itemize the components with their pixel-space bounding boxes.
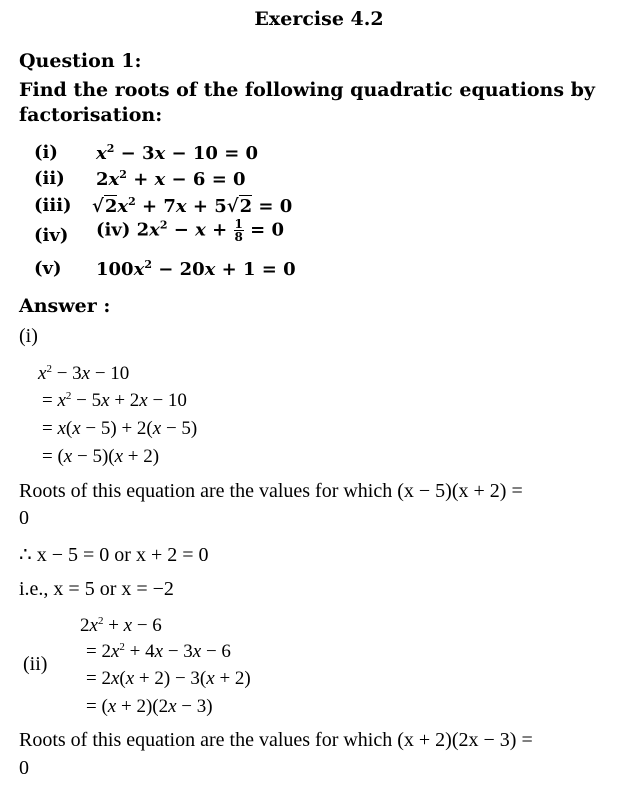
- answer-label: Answer :: [19, 295, 111, 317]
- part-i-step-4: = (x − 5)(x + 2): [42, 446, 160, 467]
- item-equation-i: $x^2 - 3x - 10 = 0$: [96, 142, 259, 164]
- part-ii-step-1: $2x^2 + x - 6$: [80, 615, 162, 636]
- part-ii-step-4: = (x + 2)(2x − 3): [86, 696, 213, 717]
- part-ii-roots-text-cont: 0: [19, 757, 29, 779]
- item-equation-iv: (iv) $2x^2 - x$ + $\frac{1}{8}$ = 0: [96, 217, 284, 244]
- part-i-roots-text: Roots of this equation are the values for which (x − 5)(x + 2) =: [19, 480, 523, 502]
- question-label: Question 1:: [19, 50, 142, 72]
- part-i-step-2: = $x^2 - 5x + 2x - 10$: [42, 390, 187, 411]
- item-label-iv: (iv): [34, 225, 69, 246]
- part-ii-step-3: = 2x(x + 2) − 3(x + 2): [86, 668, 251, 689]
- exercise-title: Exercise 4.2: [254, 8, 384, 30]
- part-i-therefore: ∴ x − 5 = 0 or x + 2 = 0: [19, 544, 209, 566]
- item-equation-iii: $√2x^2 + 7x + 5√2 = 0$: [92, 195, 293, 217]
- part-ii-label: (ii): [23, 653, 48, 675]
- part-i-roots-text-cont: 0: [19, 507, 29, 529]
- part-i-ie: i.e., x = 5 or x = −2: [19, 578, 174, 600]
- part-i-step-3: = x(x − 5) + 2(x − 5): [42, 418, 198, 439]
- item-equation-v: $100x^2 - 20x + 1 = 0$: [96, 258, 296, 280]
- part-i-label: (i): [19, 325, 38, 347]
- item-label-i: (i): [34, 142, 58, 163]
- item-label-ii: (ii): [34, 168, 65, 189]
- part-ii-roots-text: Roots of this equation are the values for which (x + 2)(2x − 3) =: [19, 729, 533, 751]
- part-ii-step-2: = $2x^2 + 4x - 3x - 6$: [86, 641, 231, 662]
- item-label-iii: (iii): [34, 195, 72, 216]
- question-text: Find the roots of the following quadratic equations by factorisation:: [19, 79, 595, 126]
- item-equation-ii: $2x^2 + x - 6 = 0$: [96, 168, 246, 190]
- item-label-v: (v): [34, 258, 62, 279]
- part-i-step-1: $x^2 - 3x - 10$: [38, 363, 130, 384]
